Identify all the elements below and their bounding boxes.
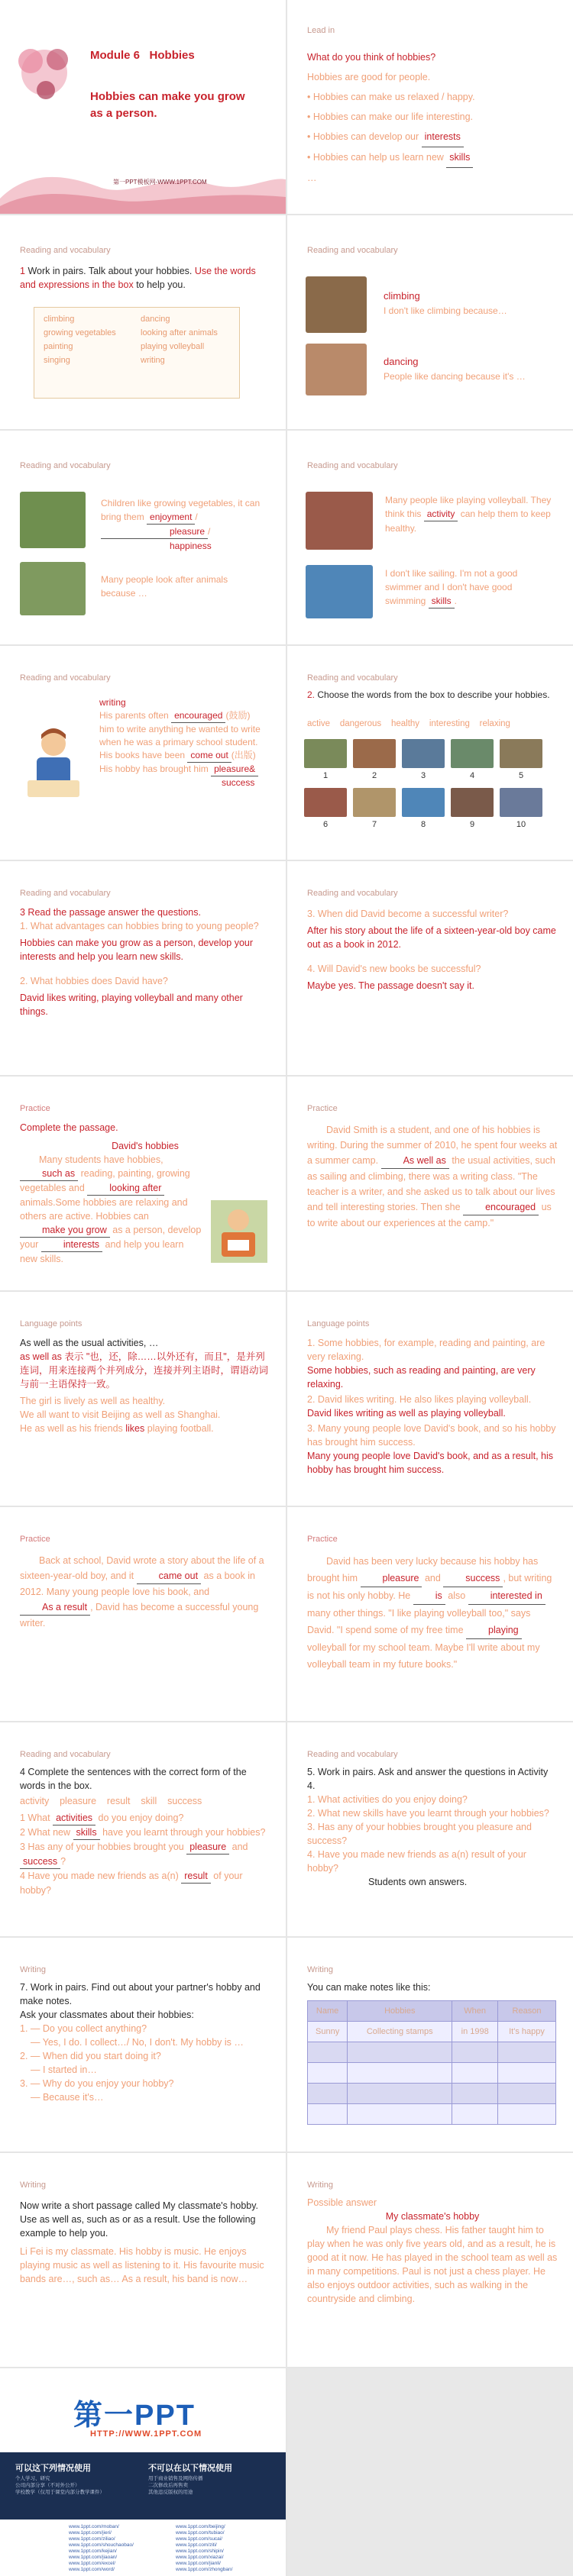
section-label: Reading and vocabulary: [307, 889, 398, 898]
section-label: Reading and vocabulary: [20, 889, 111, 898]
slide-vegetables-animals: [0, 431, 286, 644]
link[interactable]: www.1ppt.com/excel/: [69, 2561, 116, 2566]
vegetables-text: Children like growing vegetables, it can bring them enjoyment / pleasure / happiness: [101, 498, 261, 551]
section-label: Language points: [20, 1319, 83, 1328]
hobby-photo-9: [451, 788, 494, 817]
links-left: [69, 2524, 134, 2573]
link[interactable]: www.1ppt.com/kejian/: [69, 2549, 117, 2554]
slide-title: [0, 0, 286, 214]
climbing-sentence: I don't like climbing because…: [384, 305, 507, 316]
hobby-photo-2: [353, 739, 396, 768]
slide-practice-story: [0, 1507, 286, 1721]
slide-body: 7. Work in pairs. Find out about your partner's hobby and make notes. Ask your classmates about their hobbies: 1. — Do you collect anything? — Yes, I do. I collect…/ No, I don't. My hobby is … 2. — When did you start doing it? — I started in… 3. — Why do you enjoy your hobby? — Because it's…: [20, 1982, 261, 2103]
dancing-photo: [306, 344, 367, 395]
writing-text: writing His parents often encouraged (鼓励) him to write anything he wanted to write when he was a primary school student. His books have been come out (出版) His hobby has brought him pleasure& success: [99, 697, 261, 788]
section-label: Practice: [307, 1535, 338, 1544]
link[interactable]: www.1ppt.com/jieri/: [69, 2530, 112, 2536]
links-panel: [0, 2520, 286, 2576]
section-label: Reading and vocabulary: [307, 1750, 398, 1759]
slide-notes-table: [287, 1938, 573, 2152]
links-right: [176, 2524, 232, 2573]
slide-describe-hobbies: [287, 646, 573, 860]
slide-ask-answer: [287, 1722, 573, 1936]
word-box: climbing dancing growing vegetables looking after animals painting playing volleyball singing writing: [34, 307, 240, 399]
animals-text: Many people look after animals because …: [101, 574, 228, 599]
section-label: Reading and vocabulary: [20, 461, 111, 470]
instruction: 2. Choose the words from the box to describe your hobbies.: [307, 689, 550, 700]
dancing-sentence: People like dancing because it's …: [384, 371, 526, 382]
animals-photo: [20, 562, 86, 615]
table-row: [308, 2104, 556, 2125]
section-label: Reading and vocabulary: [307, 461, 398, 470]
link[interactable]: www.1ppt.com/xiazai/: [176, 2555, 224, 2560]
table-row: Sunny Collecting stamps in 1998 It's happy: [308, 2022, 556, 2042]
slide-body: 5. Work in pairs. Ask and answer the questions in Activity 4. 1. What activities do you enjoy doing? 2. What new skills have you learnt through your hobbies? 3. Has any of your hobbies brought you pleasure and success? 4. Have you made new friends as a(n) result of your hobby? Students own answers.: [307, 1767, 549, 1887]
section-label: Reading and vocabulary: [307, 673, 398, 683]
right-lines: 用于商业销售及网络传播 二次修改后再售卖 其他违反版权的用途: [148, 2476, 203, 2495]
slide-body: Now write a short passage called My classmate's hobby. Use as well as, such as or as a result. Use the following example to help you. Li Fei is my classmate. His hobby is music. He enjoys playing music as well as listening to it. His favourite music bands are…, such as… As a result, his band is now…: [20, 2200, 264, 2284]
slide-body: 1 Work in pairs. Talk about your hobbies. Use the words and expressions in the box to help you.: [20, 266, 256, 290]
module-label: Module 6 Hobbies: [90, 49, 195, 62]
slide-volleyball-sailing: [287, 431, 573, 644]
hobby-photo-3: [402, 739, 445, 768]
slide-footer-brand: [0, 2368, 286, 2576]
link[interactable]: www.1ppt.com/jiaoan/: [69, 2555, 118, 2560]
dancing-word: dancing: [384, 356, 419, 367]
section-label: Reading and vocabulary: [20, 673, 111, 683]
notes-table: [307, 2000, 556, 2125]
table-row: [308, 2042, 556, 2063]
slide-blank: [287, 2368, 573, 2576]
hobby-photo-5: [500, 739, 542, 768]
slide-lead-in: [287, 0, 573, 214]
slide-writing-pairs: [0, 1938, 286, 2152]
sailing-text: I don't like sailing. I'm not a good swimmer and I don't have good swimming skills .: [385, 567, 552, 608]
slide-questions-3-4: [287, 861, 573, 1075]
hobby-photo-8: [402, 788, 445, 817]
volleyball-text: Many people like playing volleyball. They think this activity can help them to keep healthy.: [385, 495, 552, 534]
slide-body: Possible answer My classmate's hobby My friend Paul plays chess. His father taught him to play when he was only five years old, and as a result, he is good at it now. He has played in the school team as well as in many competitions. Paul is not just a chess player. He also enjoys outdoor activities, such as walking in the countryside and climbing.: [307, 2197, 558, 2304]
student-writing-illustration: [23, 727, 84, 800]
garden-photo: [20, 492, 86, 548]
left-lines: 个人学习、研究 公司内部分享（不对外公开） 学校教学（仅用于课堂内部分教学课件）: [15, 2476, 105, 2495]
link[interactable]: www.1ppt.com/ziti/: [176, 2542, 217, 2548]
climbing-word: climbing: [384, 290, 420, 302]
slide-complete-passage: [0, 1077, 286, 1290]
photo-grid: 1 2 3 4 5 6 7 8 9 10: [304, 736, 561, 829]
slide-practice-lucky: [287, 1507, 573, 1721]
sailing-photo: [306, 565, 373, 618]
section-label: Practice: [20, 1535, 50, 1544]
reading-boy-illustration: [211, 1200, 267, 1263]
slide-language-points-1: [0, 1292, 286, 1506]
section-label: Writing: [20, 1965, 47, 1974]
hobby-photo-1: [304, 739, 347, 768]
slide-read-passage: [0, 861, 286, 1075]
slide-writing: [0, 646, 286, 860]
brand-text: 第一PPT模板网-WWW.1PPT.COM: [113, 179, 207, 186]
link[interactable]: www.1ppt.com/shouchaobao/: [69, 2542, 134, 2548]
volleyball-photo: [306, 492, 373, 550]
section-label: Writing: [307, 2181, 334, 2190]
slide-title-text: Hobbies can make you grow as a person.: [90, 90, 245, 120]
slide-climbing-dancing: [287, 215, 573, 429]
slide-body: As well as the usual activities, … as well as 表示 "也，还，除……以外还有，而且"，是并列连词，用来连接两个并列成分，连接并列主语时，谓语动词与前一主语保持一致。 The girl is lively as well as healthy. We all want to visit Beijing as well as Shanghai. He as well as his friends likes playing football.: [20, 1338, 269, 1434]
right-heading: 不可以在以下情况使用: [148, 2464, 232, 2473]
table-header-row: Name Hobbies When Reason: [308, 2001, 556, 2022]
hobby-photo-10: [500, 788, 542, 817]
link[interactable]: www.1ppt.com/jianli/: [176, 2561, 221, 2566]
link[interactable]: www.1ppt.com/sucai/: [176, 2536, 223, 2542]
slide-write-passage: [0, 2153, 286, 2367]
section-label: Writing: [307, 1965, 334, 1974]
slide-body: Complete the passage. David's hobbies Many students have hobbies, such as reading, painting, growing vegetables and looking after animals.Some hobbies are relaxing and others are active. Hobbies can make you grow as a person, develop your interests and help you learn new skills.: [20, 1122, 202, 1264]
slide-body: David Smith is a student, and one of his hobbies is writing. During the summer of 2010, he spent four weeks at a summer camp. As well as the usual activities, such as sailing and climbing, there was a writing class. "The teacher is a writer, and she asked us to talk about our lives and tell interesting stories. Then she encouraged us to write about our experiences at the camp.": [307, 1125, 558, 1228]
section-label: Language points: [307, 1319, 370, 1328]
climbing-photo: [306, 276, 367, 333]
left-heading: 可以这下列情况使用: [15, 2464, 91, 2473]
slide-body: 1. Some hobbies, for example, reading and painting, are very relaxing. Some hobbies, such as reading and painting, are very relaxing. 2. David likes writing. He also likes playing volleyball. David likes writing as well as playing volleyball. 3. Many young people love David's book, and so his hobby has brought him success. Many young people love David's book, and as a result, his hobby has brought him success.: [307, 1338, 556, 1475]
hobby-photo-4: [451, 739, 494, 768]
section-label: Reading and vocabulary: [20, 246, 111, 255]
link[interactable]: www.1ppt.com/tubiao/: [176, 2530, 225, 2536]
slide-complete-sentences: [0, 1722, 286, 1936]
logo-url: HTTP://WWW.1PPT.COM: [90, 2429, 202, 2439]
notes-table-wrap: [307, 2000, 556, 2125]
slide-body: What do you think of hobbies? Hobbies are good for people. • Hobbies can make us relaxed / happy. • Hobbies can make our life interesting. • Hobbies can develop our interests • Hobbies can help us learn new skills …: [307, 52, 475, 183]
link[interactable]: www.1ppt.com/zhongban/: [176, 2567, 233, 2572]
link[interactable]: www.1ppt.com/ziliao/: [69, 2536, 115, 2542]
link[interactable]: www.1ppt.com/beijing/: [176, 2524, 225, 2529]
link[interactable]: www.1ppt.com/moban/: [69, 2524, 119, 2529]
slide-body: 3 Read the passage answer the questions. 1. What advantages can hobbies bring to young people? Hobbies can make you grow as a person, develop your interests and help you learn new skills. 2. What hobbies does David have? David likes writing, playing volleyball and many other things.: [20, 907, 259, 1017]
hobby-photo-6: [304, 788, 347, 817]
slide-body: Back at school, David wrote a story about the life of a sixteen-year-old boy, and it came out as a book in 2012. Many young people love his book, and As a result , David has become a successful young writer.: [20, 1555, 264, 1629]
section-label: Reading and vocabulary: [307, 246, 398, 255]
slide-body: 3. When did David become a successful writer? After his story about the life of a sixteen-year-old boy came out as a book in 2012. 4. Will David's new books be successful? Maybe yes. The passage doesn't say it.: [307, 909, 556, 991]
slide-body: David has been very lucky because his hobby has brought him pleasure and success , but writing is not his only hobby. He is also interested in many other things. "I like playing volleyball too," says David. "I spend some of my free time playing volleyball for my school team. Maybe I'll write about my volleyball team in my future books.": [307, 1556, 552, 1670]
section-label: Practice: [20, 1104, 50, 1113]
table-row: [308, 2063, 556, 2084]
slide-practice-passage: [287, 1077, 573, 1290]
table-row: [308, 2084, 556, 2104]
slide-work-in-pairs: [0, 215, 286, 429]
link[interactable]: www.1ppt.com/shipin/: [176, 2549, 224, 2554]
logo: 第一PPT: [73, 2400, 196, 2432]
hobby-photo-7: [353, 788, 396, 817]
table-lead: You can make notes like this:: [307, 1982, 431, 1993]
section-label: Reading and vocabulary: [20, 1750, 111, 1759]
slide-possible-answer: [287, 2153, 573, 2367]
slide-language-points-2: [287, 1292, 573, 1506]
link[interactable]: www.1ppt.com/word/: [69, 2567, 115, 2572]
section-label: Lead in: [307, 26, 335, 35]
section-label: Practice: [307, 1104, 338, 1113]
word-list: active dangerous healthy interesting relaxing: [307, 719, 510, 728]
section-label: Writing: [20, 2181, 47, 2190]
slide-body: 4 Complete the sentences with the correct form of the words in the box. activity pleasure result skill success 1 What activities do you enjoy doing? 2 What new skills have you learnt through your hobbies? 3 Has any of your hobbies brought you pleasure and success ? 4 Have you made new friends as a(n) result of your hobby?: [20, 1767, 266, 1896]
